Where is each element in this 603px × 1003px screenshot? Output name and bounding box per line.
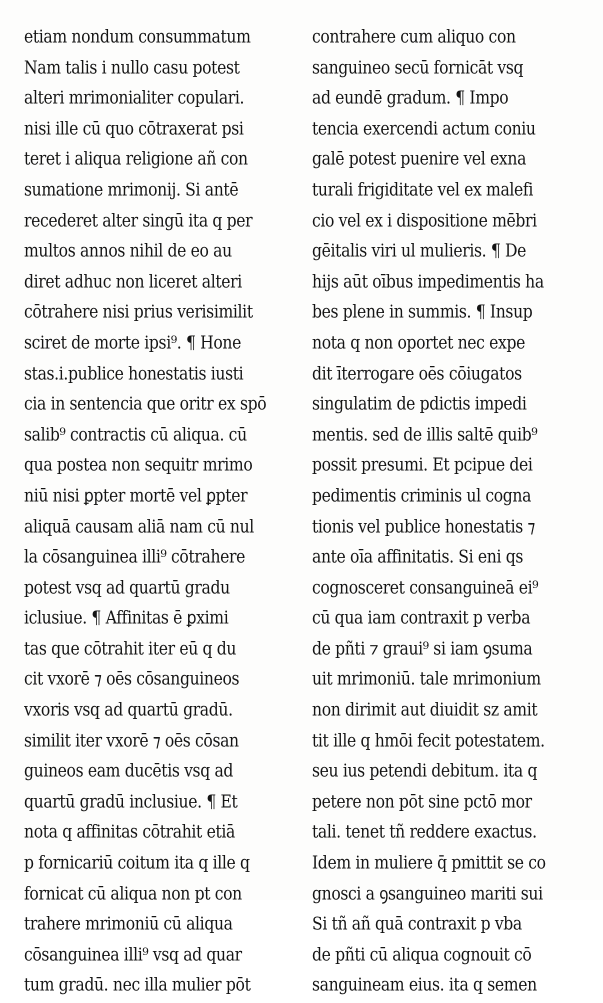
right-text-line: bes plene in summis. ¶ Insup xyxy=(312,302,533,323)
left-text-line: cōsanguinea illi⁹ vsq ad quar xyxy=(24,944,242,965)
right-text-line: petere non pōt sine pctō mor xyxy=(312,791,532,812)
right-text-line: singulatim de pdictis impedi xyxy=(312,394,527,415)
right-text-line: de pñti ⁊ graui⁹ si iam ꝯsuma xyxy=(312,638,533,659)
right-text-line: ante oīa affinitatis. Si eni qs xyxy=(312,546,523,568)
left-text-line: diret adhuc non liceret alteri xyxy=(24,271,242,292)
right-text-line: galē potest puenire vel exna xyxy=(312,149,527,170)
left-text-line: Nam talis i nullo casu potest xyxy=(24,57,240,78)
left-text-line: guineos eam ducētis vsq ad xyxy=(24,761,234,782)
left-text-line: p fornicariū coitum ita q ille q xyxy=(24,852,250,874)
right-text-line: Si tñ añ quā contraxit p vba xyxy=(312,914,522,935)
left-text-line: alteri mrimonialiter copulari. xyxy=(24,88,245,109)
left-text-line: fornicat cū aliqua non pt con xyxy=(24,883,242,904)
right-text-line: gnosci a ꝯsanguineo mariti sui xyxy=(312,883,543,904)
left-text-line: sumatione mrimonij. Si antē xyxy=(24,179,239,201)
right-text-line: dit īterrogare oēs cōiugatos xyxy=(312,363,522,384)
right-text-line: tali. tenet tñ reddere exactus. xyxy=(312,822,537,843)
left-text-line: iclusiue. ¶ Affinitas ē ꝑximi xyxy=(24,608,229,629)
left-text-line: niū nisi ꝑpter mortē vel ꝑpter xyxy=(24,485,248,506)
left-text-line: tum gradū. nec illa mulier pōt xyxy=(24,975,251,996)
left-text-line: stas.i.publice honestatis iusti xyxy=(24,363,244,384)
right-text-line: turali frigiditate vel ex malefi xyxy=(312,179,533,201)
right-text-line: tit ille q hmōi fecit potestatem. xyxy=(312,730,545,751)
right-text-line: pedimentis criminis ul cogna xyxy=(312,485,532,506)
left-text-line: nota q affinitas cōtrahit etiā xyxy=(24,822,235,843)
right-text-line: gēitalis viri ul mulieris. ¶ De xyxy=(312,241,527,262)
left-text-line: cit vxorē ⁊ oēs cōsanguineos xyxy=(24,669,240,690)
left-text-line: salib⁹ contractis cū aliqua. cū xyxy=(24,424,247,445)
left-text-line: vxoris vsq ad quartū gradū. xyxy=(24,699,233,721)
right-text-line: possit presumi. Et pcipue dei xyxy=(312,455,533,476)
left-text-line: quartū gradū inclusiue. ¶ Et xyxy=(24,791,238,812)
left-text-line: qua postea non sequitr mrimo xyxy=(24,455,253,476)
left-text-line: cia in sentencia que oritr ex spō xyxy=(24,394,267,415)
right-text-line: sanguineo secū fornicāt vsq xyxy=(312,57,524,78)
left-text-line: similit iter vxorē ⁊ oēs cōsan xyxy=(24,730,239,751)
right-text-line: mentis. sed de illis saltē quib⁹ xyxy=(312,424,538,445)
right-text-line: sanguineam eius. ita q semen xyxy=(312,975,537,996)
left-text-line: potest vsq ad quartū gradu xyxy=(24,577,230,598)
right-text-line: seu ius petendi debitum. ita q xyxy=(312,761,538,782)
left-text-line: tas que cōtrahit iter eū q du xyxy=(24,638,237,659)
right-text-line: ad eundē gradum. ¶ Impo xyxy=(312,88,509,109)
left-text-line: nisi ille cū quo cōtraxerat psi xyxy=(24,118,244,139)
right-text-line: nota q non oportet nec expe xyxy=(312,332,525,353)
left-text-line: multos annos nihil de eo au xyxy=(24,241,232,262)
right-text-line: cū qua iam contraxit p verba xyxy=(312,608,531,629)
right-text-line: hijs aūt oībus impedimentis ha xyxy=(312,271,544,292)
right-text-line: non dirimit aut diuidit sz amit xyxy=(312,699,538,721)
left-text-column xyxy=(24,22,296,1001)
left-text-line: recederet alter singū ita q per xyxy=(24,210,253,231)
left-text-line: aliquā causam aliā nam cū nul xyxy=(24,516,254,537)
left-text-line: cōtrahere nisi prius verisimilit xyxy=(24,302,253,323)
right-text-line: de pñti cū aliqua cognouit cō xyxy=(312,944,532,965)
right-text-line: contrahere cum aliquo con xyxy=(312,26,516,48)
right-text-line: cognosceret consanguineā ei⁹ xyxy=(312,577,539,598)
right-text-line: uit mrimoniū. tale mrimonium xyxy=(312,669,541,690)
left-text-line: teret i aliqua religione añ con xyxy=(24,149,248,170)
right-text-line: tionis vel publice honestatis ⁊ xyxy=(312,516,535,537)
left-text-line: trahere mrimoniū cū aliqua xyxy=(24,914,233,935)
right-text-column xyxy=(312,22,580,1001)
left-text-line: etiam nondum consummatum xyxy=(24,26,251,48)
column-gutter xyxy=(296,20,297,880)
right-text-line: tencia exercendi actum coniu xyxy=(312,118,536,139)
left-text-line: la cōsanguinea illi⁹ cōtrahere xyxy=(24,546,245,568)
left-text-line: sciret de morte ipsi⁹. ¶ Hone xyxy=(24,332,241,353)
right-text-line: Idem in muliere q̄ pmittit se co xyxy=(312,852,546,874)
right-text-line: cio vel ex i dispositione mēbri xyxy=(312,210,537,231)
